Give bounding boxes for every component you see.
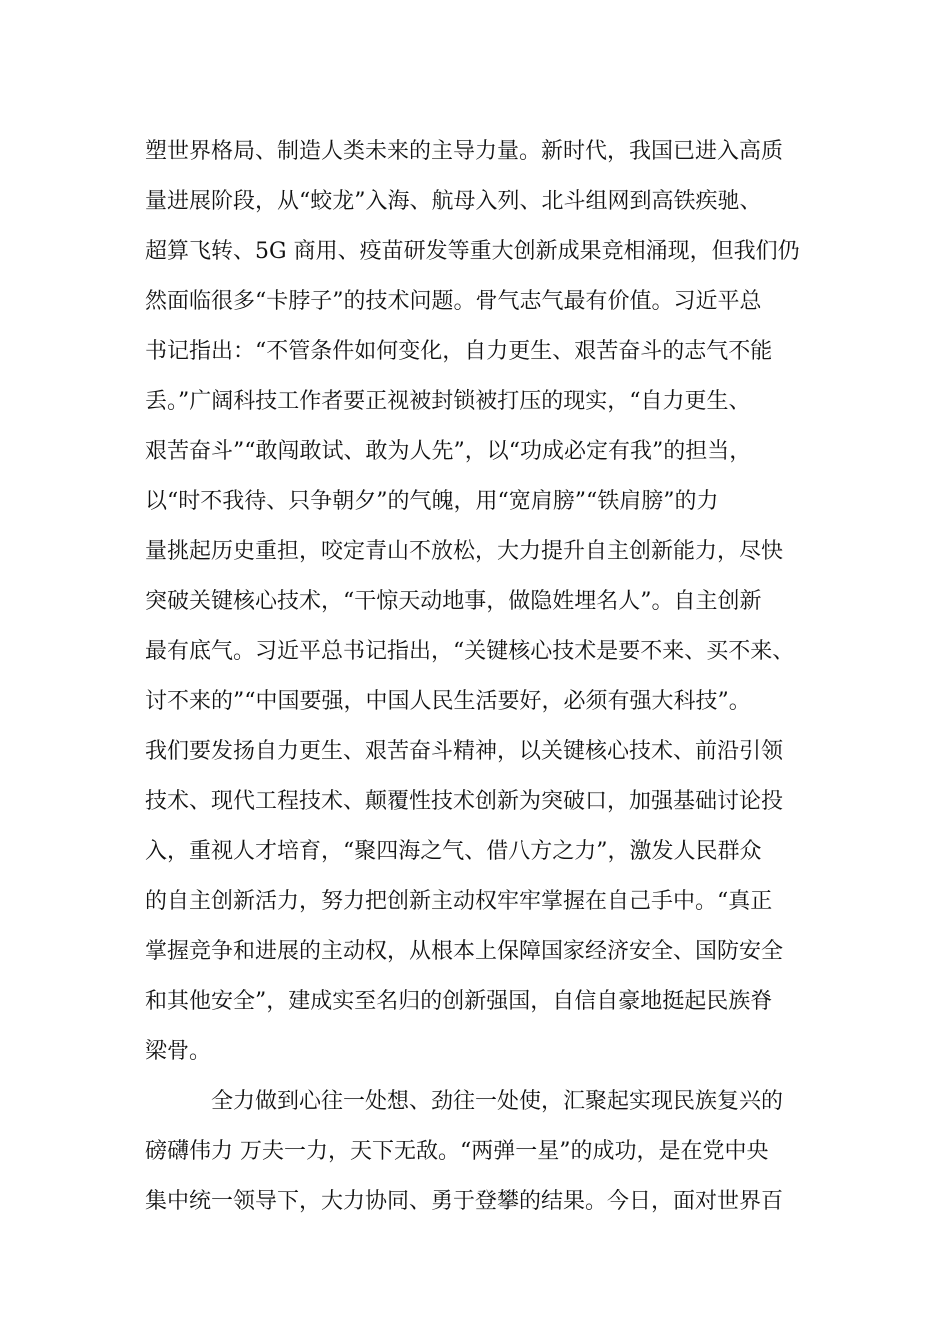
text-line: 和其他安全”，建成实至名归的创新强国，自信自豪地挺起民族脊 bbox=[145, 989, 773, 1014]
text-line: 量挑起历史重担，咬定青山不放松，大力提升自主创新能力，尽快 bbox=[145, 539, 784, 564]
text-line: 艰苦奋斗”“敢闯敢试、敢为人先”，以“功成必定有我”的担当， bbox=[145, 439, 752, 464]
paragraph-start-line: 全力做到心往一处想、劲往一处使，汇聚起实现民族复兴的 bbox=[211, 1089, 784, 1114]
text-line: 突破关键核心技术，“干惊天动地事，做隐姓埋名人”。自主创新 bbox=[145, 589, 762, 614]
text-line: 量进展阶段，从“蛟龙”入海、航母入列、北斗组网到高铁疾驰、 bbox=[145, 189, 762, 214]
text-line: 塑世界格局、制造人类未来的主导力量。新时代，我国已进入高质 bbox=[145, 139, 784, 164]
text-line: 超算飞转、5G 商用、疫苗研发等重大创新成果竞相涌现，但我们仍 bbox=[145, 239, 800, 264]
text-line: 入，重视人才培育，“聚四海之气、借八方之力”，激发人民群众 bbox=[145, 839, 762, 864]
text-line: 磅礴伟力 万夫一力，天下无敌。“两弹一星”的成功，是在党中央 bbox=[145, 1139, 769, 1164]
text-line: 然面临很多“卡脖子”的技术问题。骨气志气最有价值。习近平总 bbox=[145, 289, 762, 314]
text-line: 我们要发扬自力更生、艰苦奋斗精神，以关键核心技术、前沿引领 bbox=[145, 739, 784, 764]
text-line: 丢。”广阔科技工作者要正视被封锁被打压的现实，“自力更生、 bbox=[145, 389, 751, 414]
text-line: 最有底气。习近平总书记指出，“关键核心技术是要不来、买不来、 bbox=[145, 639, 795, 664]
text-line: 掌握竞争和进展的主动权，从根本上保障国家经济安全、国防安全 bbox=[145, 939, 784, 964]
text-line: 讨不来的”“中国要强，中国人民生活要好，必须有强大科技”。 bbox=[145, 689, 751, 714]
text-line: 技术、现代工程技术、颠覆性技术创新为突破口，加强基础讨论投 bbox=[145, 789, 784, 814]
text-line: 集中统一领导下，大力协同、勇于登攀的结果。今日，面对世界百 bbox=[145, 1189, 784, 1214]
text-line: 梁骨。 bbox=[145, 1039, 212, 1064]
text-line: 书记指出：“不管条件如何变化，自力更生、艰苦奋斗的志气不能 bbox=[145, 339, 773, 364]
text-line: 以“时不我待、只争朝夕”的气魄，用“宽肩膀”“铁肩膀”的力 bbox=[145, 489, 719, 514]
text-line: 的自主创新活力，努力把创新主动权牢牢掌握在自己手中。“真正 bbox=[145, 889, 773, 914]
